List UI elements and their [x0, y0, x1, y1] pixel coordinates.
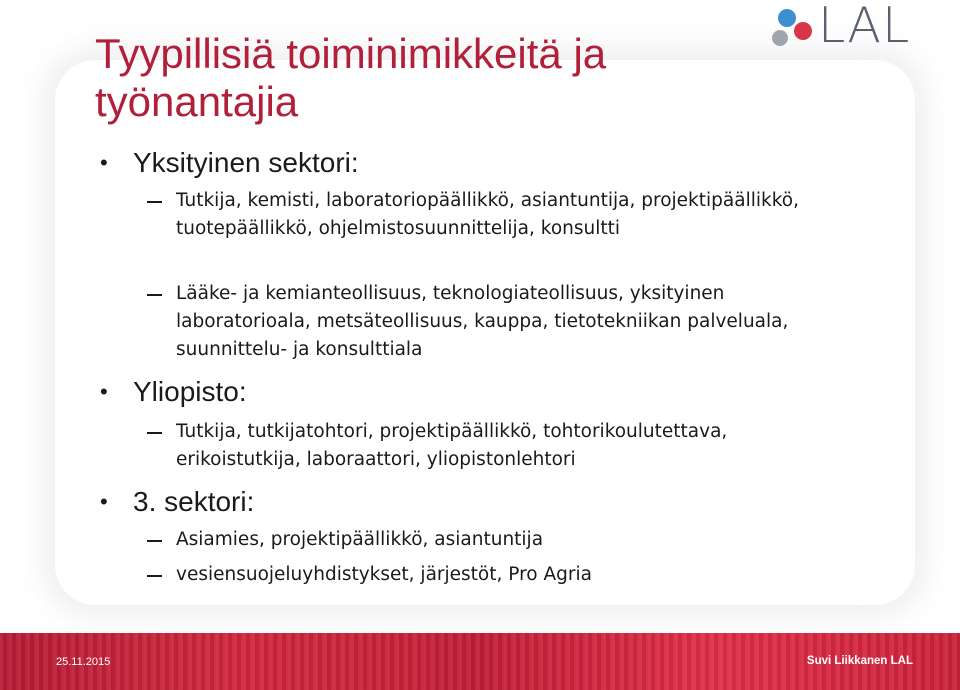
dash-icon	[147, 201, 162, 203]
slide: LAL Tyypillisiä toiminimikkeitä ja työnantajia • Yksityinen sektori: Tutkija, kemisti, laboratoriopäällikkö, asiantuntija, projektipäällikkö, tuotepäällikkö, ohjelmistosuunnittelija, konsultti Lääke- ja kemianteollisuus, teknologiateollisuus, yksityinen laboratorioala, metsäteollisuus, kauppa, tietotekniikan palveluala, suunnittelu- ja konsulttiala • Yliopisto: Tutkija, tutkijatohtori, projektipäällikkö, tohtorikoulutettava, erikoistutkija, laboraattori, yliopistonlehtori • 3. sektori: Asiamies, projektipäällikkö, asiantuntija vesiensuojeluyhdistykset, järjestöt, Pro Agria 25.11.2015 Suvi Liikkanen LAL	[0, 0, 960, 690]
title-line-1: Tyypillisiä toiminimikkeitä ja	[95, 30, 607, 77]
bullet-icon: •	[100, 379, 108, 404]
logo-dot-red	[794, 22, 812, 40]
dash-icon	[147, 432, 162, 434]
footer-author: Suvi Liikkanen LAL	[806, 655, 913, 667]
title-line-2: työnantajia	[95, 78, 299, 125]
dash-icon	[147, 575, 162, 577]
slide-title	[95, 30, 735, 126]
footer-bar	[0, 633, 960, 690]
footer-date: 25.11.2015	[56, 656, 111, 668]
dash-icon	[147, 540, 162, 542]
bullet-icon: •	[100, 489, 108, 514]
bullet-icon: •	[100, 150, 108, 175]
logo-dot-gray	[772, 30, 788, 46]
logo-text: LAL	[818, 0, 911, 54]
logo-dot-blue	[778, 9, 796, 27]
dash-icon	[147, 294, 162, 296]
